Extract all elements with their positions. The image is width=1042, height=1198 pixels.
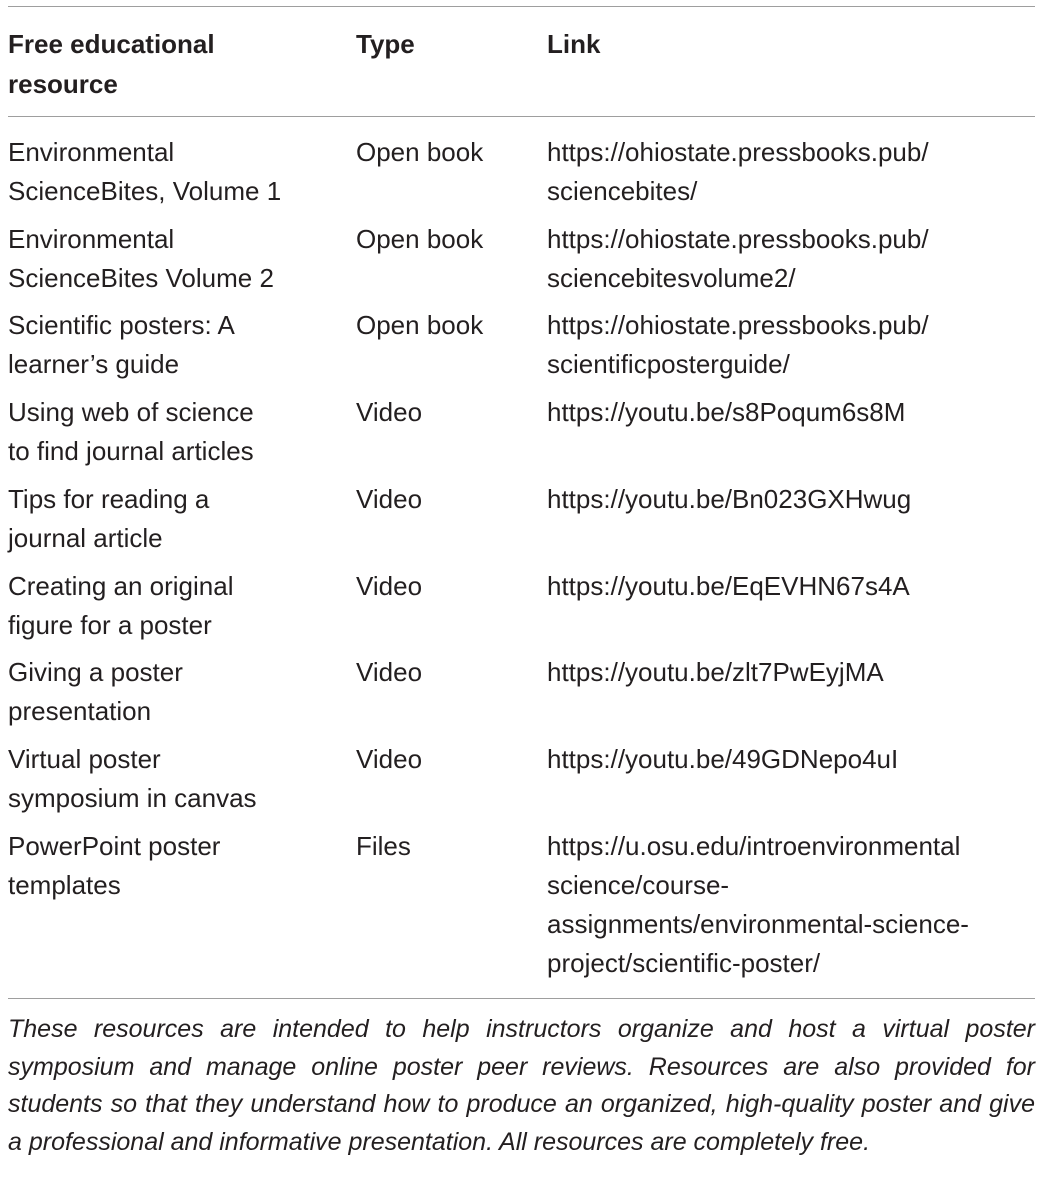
table-footnote: These resources are intended to help instructors organize and host a virtual poster symposium and manage online poster peer reviews. Resources are also provided for students so that they understand how to produce an organized, high-quality poster and give a professional and informative presentation. All resources are completely free. [8, 1015, 1035, 1156]
row-4-link[interactable]: https://youtu.be/s8Poqum6s8M [547, 397, 906, 427]
header-rule [8, 116, 1035, 117]
row-1-type: Open book [356, 137, 484, 167]
row-2-resource: Environmental ScienceBites Volume 2 [8, 224, 274, 293]
row-3-resource: Scientific posters: A learner’s guide [8, 310, 235, 379]
row-8-resource: Virtual poster symposium in canvas [8, 744, 257, 813]
header-resource: Free educational resource [8, 29, 215, 99]
row-3-type: Open book [356, 310, 484, 340]
row-8-link[interactable]: https://youtu.be/49GDNepo4uI [547, 744, 899, 774]
row-1-link[interactable]: https://ohiostate.pressbooks.pub/ sciencebites/ [547, 137, 929, 206]
row-2-link[interactable]: https://ohiostate.pressbooks.pub/ sciencebitesvolume2/ [547, 224, 929, 293]
header-link: Link [547, 29, 601, 59]
row-9-resource: PowerPoint poster templates [8, 831, 221, 900]
row-5-link[interactable]: https://youtu.be/Bn023GXHwug [547, 484, 912, 514]
row-2-type: Open book [356, 224, 484, 254]
row-6-type: Video [356, 571, 423, 601]
row-1-resource: Environmental ScienceBites, Volume 1 [8, 137, 282, 206]
row-7-link[interactable]: https://youtu.be/zlt7PwEyjMA [547, 657, 884, 687]
header-type: Type [356, 29, 415, 59]
row-7-resource: Giving a poster presentation [8, 657, 183, 726]
row-3-link[interactable]: https://ohiostate.pressbooks.pub/ scientificposterguide/ [547, 310, 929, 379]
row-8-type: Video [356, 744, 423, 774]
row-5-resource: Tips for reading a journal article [8, 484, 210, 553]
footer-rule [8, 998, 1035, 999]
row-6-resource: Creating an original figure for a poster [8, 571, 234, 640]
row-5-type: Video [356, 484, 423, 514]
row-7-type: Video [356, 657, 423, 687]
table-top-rule [8, 6, 1035, 7]
row-9-type: Files [356, 831, 411, 861]
row-6-link[interactable]: https://youtu.be/EqEVHN67s4A [547, 571, 910, 601]
row-4-type: Video [356, 397, 423, 427]
row-9-link[interactable]: https://u.osu.edu/introenvironmental science/course- assignments/environmental-science- project/scientific-poster/ [547, 831, 969, 978]
row-4-resource: Using web of science to find journal articles [8, 397, 254, 466]
